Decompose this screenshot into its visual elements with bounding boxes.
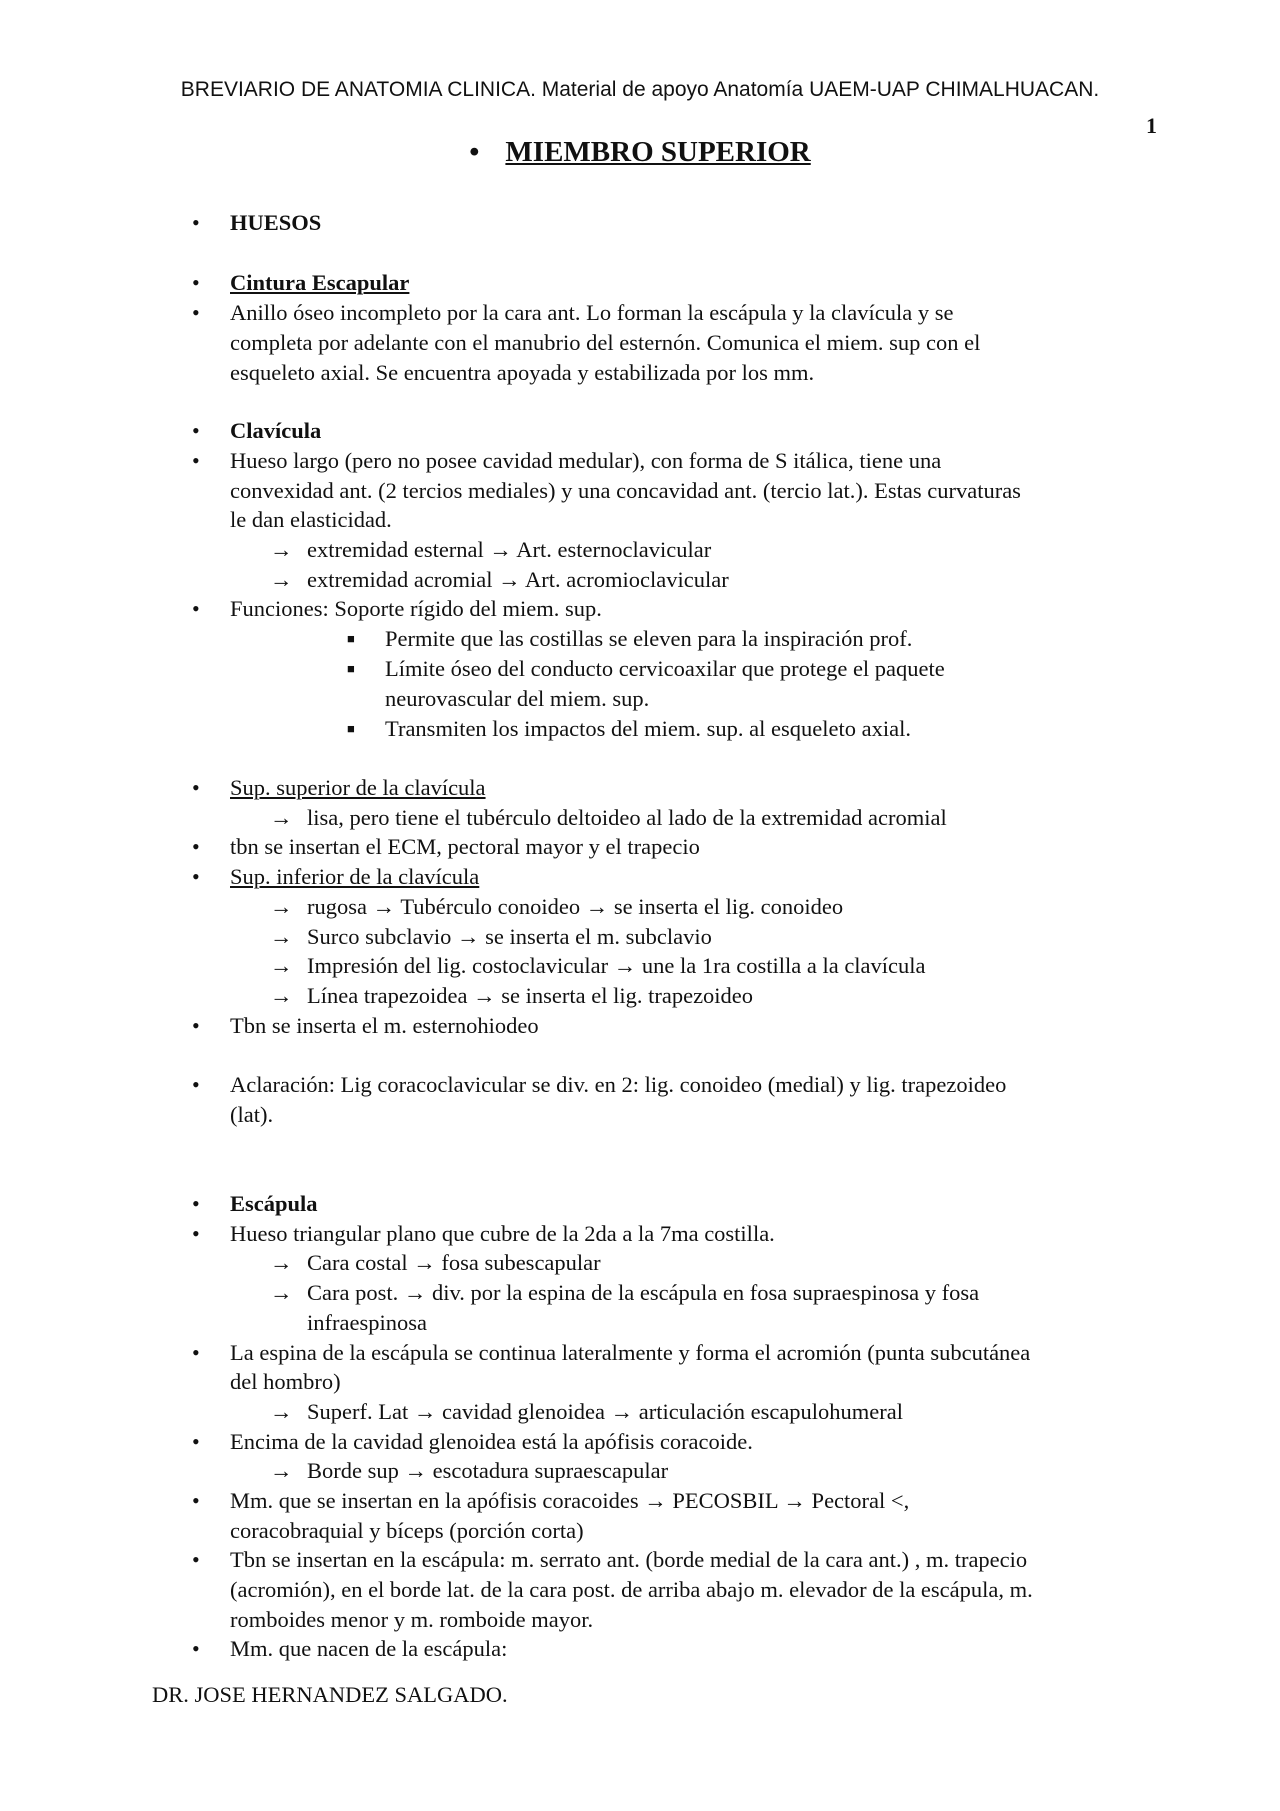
arrow-icon: →	[270, 1250, 293, 1275]
text-line: coracobraquial y bíceps (porción corta)	[230, 1518, 584, 1543]
bullet-icon: •	[192, 1488, 200, 1513]
text-line: Aclaración: Lig coracoclavicular se div. en 2: lig. conoideo (medial) y lig. trapezoideo	[230, 1072, 1007, 1097]
text-line: (acromión), en el borde lat. de la cara post. de arriba abajo m. elevador de la escápula, m.	[230, 1577, 1033, 1602]
bullet-icon: •	[192, 864, 200, 889]
bullet-icon: •	[192, 270, 200, 295]
arrow-icon: →	[270, 1280, 293, 1305]
bullet-icon: •	[192, 1429, 200, 1454]
section-heading-escapula: Escápula	[230, 1191, 318, 1216]
bullet-icon: •	[192, 1340, 200, 1365]
arrow-icon: →	[270, 983, 293, 1008]
page-title: MIEMBRO SUPERIOR	[505, 136, 811, 168]
arrow-icon: →	[270, 924, 293, 949]
arrow-icon: →	[270, 1399, 293, 1424]
bullet-icon: •	[192, 1221, 200, 1246]
bullet-icon: •	[192, 834, 200, 859]
text-line: extremidad esternal → Art. esternoclavicular	[307, 537, 712, 562]
bullet-icon: •	[192, 448, 200, 473]
text-line: (lat).	[230, 1102, 274, 1127]
text-line: Superf. Lat → cavidad glenoidea → articulación escapulohumeral	[307, 1399, 904, 1424]
text-line: La espina de la escápula se continua lateralmente y forma el acromión (punta subcutánea	[230, 1340, 1031, 1365]
bullet-icon: •	[192, 1013, 200, 1038]
bullet-icon: •	[192, 210, 200, 235]
text-line: Mm. que nacen de la escápula:	[230, 1636, 508, 1661]
arrow-icon: →	[270, 894, 293, 919]
bullet-icon: •	[192, 418, 200, 443]
section-heading-cintura: Cintura Escapular	[230, 270, 410, 295]
text-line: Límite óseo del conducto cervicoaxilar que protege el paquete	[385, 656, 945, 681]
square-bullet-icon: ■	[347, 631, 355, 646]
bullet-icon: •	[192, 1191, 200, 1216]
text-line: Hueso largo (pero no posee cavidad medular), con forma de S itálica, tiene una	[230, 448, 942, 473]
text-line: completa por adelante con el manubrio del esternón. Comunica el miem. sup con el	[230, 330, 981, 355]
text-line: convexidad ant. (2 tercios mediales) y una concavidad ant. (tercio lat.). Estas curvaturas	[230, 478, 1021, 503]
text-line: neurovascular del miem. sup.	[385, 686, 650, 711]
arrow-icon: →	[270, 1458, 293, 1483]
square-bullet-icon: ■	[347, 661, 355, 676]
text-line: Anillo óseo incompleto por la cara ant. Lo forman la escápula y la clavícula y se	[230, 300, 954, 325]
text-line: romboides menor y m. romboide mayor.	[230, 1607, 594, 1632]
title-row	[0, 136, 1280, 169]
text-line: Cara post. → div. por la espina de la escápula en fosa supraespinosa y fosa	[307, 1280, 980, 1305]
section-heading-huesos: HUESOS	[230, 210, 322, 235]
text-line: infraespinosa	[307, 1310, 427, 1335]
text-line: le dan elasticidad.	[230, 507, 392, 532]
text-line: Hueso triangular plano que cubre de la 2da a la 7ma costilla.	[230, 1221, 775, 1246]
bullet-icon: •	[192, 596, 200, 621]
page-number: 1	[1146, 113, 1157, 138]
text-line: Encima de la cavidad glenoidea está la apófisis coracoide.	[230, 1429, 753, 1454]
text-line: Permite que las costillas se eleven para la inspiración prof.	[385, 626, 913, 651]
section-heading-clavicula: Clavícula	[230, 418, 322, 443]
text-line: esqueleto axial. Se encuentra apoyada y estabilizada por los mm.	[230, 360, 815, 385]
text-line: lisa, pero tiene el tubérculo deltoideo al lado de la extremidad acromial	[307, 805, 947, 830]
square-bullet-icon: ■	[347, 721, 355, 736]
text-line: Sup. inferior de la clavícula	[230, 864, 480, 889]
arrow-icon: →	[270, 537, 293, 562]
text-line: rugosa → Tubérculo conoideo → se inserta el lig. conoideo	[307, 894, 844, 919]
text-line: extremidad acromial → Art. acromioclavicular	[307, 567, 729, 592]
bullet-icon: •	[192, 300, 200, 325]
bullet-icon: •	[192, 775, 200, 800]
text-line: Cara costal → fosa subescapular	[307, 1250, 601, 1275]
text-line: Mm. que se insertan en la apófisis coracoides → PECOSBIL → Pectoral <,	[230, 1488, 910, 1513]
text-line: Transmiten los impactos del miem. sup. al esqueleto axial.	[385, 716, 911, 741]
bullet-icon: •	[192, 1636, 200, 1661]
text-line: Borde sup → escotadura supraescapular	[307, 1458, 669, 1483]
text-line: Tbn se inserta el m. esternohiodeo	[230, 1013, 539, 1038]
arrow-icon: →	[270, 953, 293, 978]
bullet-icon: •	[192, 1547, 200, 1572]
text-line: del hombro)	[230, 1369, 341, 1394]
bullet-icon: •	[469, 136, 480, 168]
text-line: Línea trapezoidea → se inserta el lig. trapezoideo	[307, 983, 754, 1008]
text-line: tbn se insertan el ECM, pectoral mayor y el trapecio	[230, 834, 700, 859]
bullet-icon: •	[192, 1072, 200, 1097]
text-line: Sup. superior de la clavícula	[230, 775, 486, 800]
text-line: Tbn se insertan en la escápula: m. serrato ant. (borde medial de la cara ant.) , m. trapecio	[230, 1547, 1028, 1572]
arrow-icon: →	[270, 567, 293, 592]
text-line: Surco subclavio → se inserta el m. subclavio	[307, 924, 712, 949]
arrow-icon: →	[270, 805, 293, 830]
page-footer: DR. JOSE HERNANDEZ SALGADO.	[152, 1682, 508, 1707]
text-line: Funciones: Soporte rígido del miem. sup.	[230, 596, 602, 621]
page-header: BREVIARIO DE ANATOMIA CLINICA. Material de apoyo Anatomía UAEM-UAP CHIMALHUACAN.	[180, 78, 1100, 101]
text-line: Impresión del lig. costoclavicular → une la 1ra costilla a la clavícula	[307, 953, 926, 978]
